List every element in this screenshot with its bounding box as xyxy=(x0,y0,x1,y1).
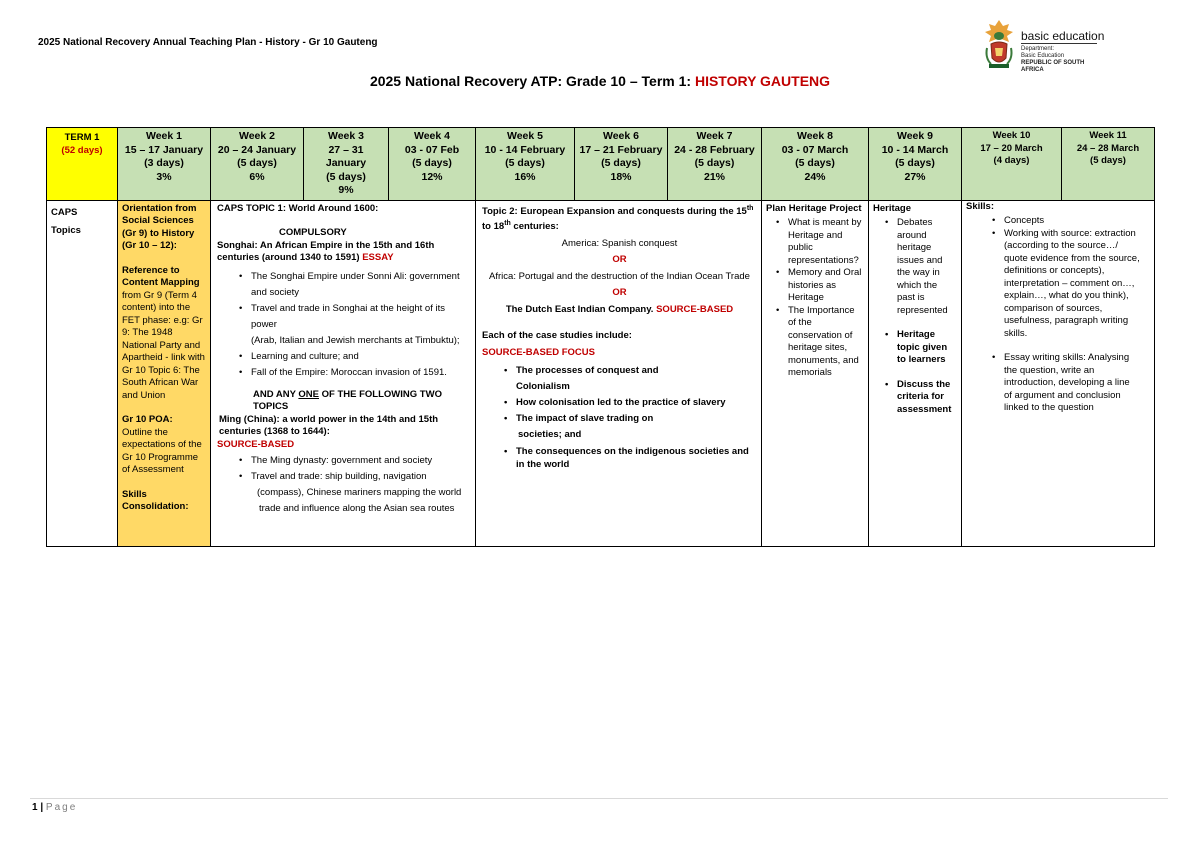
africa-option: Africa: Portugal and the destruction of the Indian Ocean Trade xyxy=(489,270,750,282)
week-9-header: Week 9 10 - 14 March (5 days) 27% xyxy=(869,128,962,201)
header-row xyxy=(47,128,1155,201)
teaching-plan-table xyxy=(46,127,1155,547)
heritage-cell xyxy=(869,200,962,546)
document-header-title: 2025 National Recovery Annual Teaching Plan - History - Gr 10 Gauteng xyxy=(38,37,378,48)
logo-divider xyxy=(1021,43,1097,44)
list-item: • The processes of conquest and xyxy=(502,363,757,379)
logo-dept-name: Basic Education xyxy=(1021,53,1065,59)
list-item: • Concepts xyxy=(990,215,1140,228)
logo-country: REPUBLIC OF SOUTH AFRICA xyxy=(1021,60,1085,73)
songhai-heading: Songhai: An African Empire in the 15th and 16th centuries (around 1340 to 1591) ESSAY xyxy=(217,239,435,263)
week-1-header: Week 1 15 – 17 January (3 days) 3% xyxy=(118,128,211,201)
list-item: • Travel and trade in Songhai at the height of its power xyxy=(237,301,471,333)
topic-1-cell xyxy=(211,200,476,546)
list-item: • Learning and culture; and xyxy=(237,349,471,365)
logo-brand-text: basic education xyxy=(1021,29,1105,43)
any-one-topic-note: AND ANY ONE OF THE FOLLOWING TWO TOPICS xyxy=(253,388,442,412)
list-item: • What is meant by Heritage and public representations? xyxy=(774,217,864,267)
skills-list xyxy=(966,215,1150,415)
list-item: • The Ming dynasty: government and society xyxy=(237,453,471,469)
orientation-cell: Orientation from Social Sciences (Gr 9) to History (Gr 10 – 12): Reference to Content Mapping from Gr 9 (Term 4 content) into the FET phase: e.g: Gr 9: The 1948 National Party and Apartheid - link with Gr 10 Topic 6: The South African War and Union Gr 10 POA: Outline the expectations of the Gr 10 Programme of Assessment Skills Consolidation: xyxy=(118,200,211,546)
coat-of-arms-icon xyxy=(983,18,1015,72)
week-2-header: Week 2 20 – 24 January (5 days) 6% xyxy=(211,128,304,201)
list-item: • How colonisation led to the practice of slavery xyxy=(502,395,757,411)
list-item: • Memory and Oral histories as Heritage xyxy=(774,267,864,305)
list-item: • The Importance of the conservation of heritage sites, monuments, and memorials xyxy=(774,305,864,380)
page-footer: 1 | Page xyxy=(32,802,78,813)
week-4-header: Week 4 03 - 07 Feb (5 days) 12% xyxy=(389,128,476,201)
ming-heading: Ming (China): a world power in the 14th and 15th centuries (1368 to 1644): xyxy=(219,413,439,437)
list-item: • Fall of the Empire: Moroccan invasion of 1591. xyxy=(237,365,471,381)
week-3-header: Week 3 27 – 31 January (5 days) 9% xyxy=(304,128,389,201)
list-item: • Essay writing skills: Analysing the question, write an introduction, developing a line of argument and conclusion linked to the question xyxy=(990,352,1140,415)
list-item: • The consequences on the indigenous societies and in the world xyxy=(502,446,757,471)
dutch-option: The Dutch East Indian Company. SOURCE-BASED xyxy=(505,303,734,315)
basic-education-logo xyxy=(983,18,1108,72)
list-item: • The Songhai Empire under Sonni Ali: government xyxy=(237,269,471,285)
heritage-project-heading: Plan Heritage Project xyxy=(766,202,862,214)
week-7-header: Week 7 24 - 28 February (5 days) 21% xyxy=(668,128,762,201)
songhai-list: • The Songhai Empire under Sonni Ali: government and society • Travel and trade in Songhai at the height of its power (Arab, Italian and Jewish merchants at Timbuktu); • Learning and culture; and • Fall of the Empire: Moroccan invasion of 1591. xyxy=(217,269,471,381)
skills-heading: Skills: xyxy=(966,200,994,212)
heritage-project-cell xyxy=(762,200,869,546)
heritage-project-list xyxy=(766,217,864,380)
topic-2-heading: Topic 2: European Expansion and conquests during the 15th to 18th centuries: xyxy=(482,204,754,233)
week-6-header: Week 6 17 – 21 February (5 days) 18% xyxy=(575,128,668,201)
footer-divider xyxy=(30,798,1168,799)
page-title: 2025 National Recovery ATP: Grade 10 – Term 1: HISTORY GAUTENG xyxy=(369,73,831,89)
week-8-header: Week 8 03 - 07 March (5 days) 24% xyxy=(762,128,869,201)
topic-1-heading: CAPS TOPIC 1: World Around 1600: xyxy=(217,202,379,214)
or-label-2: OR xyxy=(612,287,627,299)
list-item: • Working with source: extraction (according to the source…/ quote evidence from the source, definitions or concepts), interpretation – comment on…, explain…, what do you think), comparison of sources, usefulness, paragraph writing skills. xyxy=(990,228,1140,341)
caps-topics-cell: CAPS Topics xyxy=(47,200,118,546)
logo-dept-label: Department: xyxy=(1021,46,1055,52)
week-11-header: Week 11 24 – 28 March (5 days) xyxy=(1062,128,1155,201)
ming-list: • The Ming dynasty: government and society • Travel and trade: ship building, navigation (compass), Chinese mariners mapping the world trade and influence along the Asian sea routes xyxy=(217,453,471,517)
skills-cell xyxy=(962,200,1155,546)
source-based-focus: SOURCE-BASED FOCUS xyxy=(482,346,595,358)
topic-2-cell xyxy=(476,200,762,546)
case-studies-label: Each of the case studies include: xyxy=(482,330,632,342)
compulsory-label: COMPULSORY xyxy=(279,227,347,238)
page-title-highlight: HISTORY GAUTENG xyxy=(694,73,831,89)
list-item: • Travel and trade: ship building, navigation xyxy=(237,469,471,485)
list-item: • Discuss the criteria for assessment xyxy=(883,379,957,417)
week-5-header: Week 5 10 - 14 February (5 days) 16% xyxy=(476,128,575,201)
list-item: • The impact of slave trading on xyxy=(502,411,757,427)
list-item: • Heritage topic given to learners xyxy=(883,329,957,367)
list-item: • Debates around heritage issues and the way in which the past is represented xyxy=(883,217,957,317)
or-label-1: OR xyxy=(612,254,627,266)
term-cell: TERM 1 (52 days) xyxy=(47,128,118,201)
ming-source-based: SOURCE-BASED xyxy=(217,438,295,450)
week-10-header: Week 10 17 – 20 March (4 days) xyxy=(962,128,1062,201)
topic-2-list: • The processes of conquest and Colonialism • How colonisation led to the practice of slavery • The impact of slave trading on societies; and • The consequences on the indigenous societies and in the world xyxy=(482,363,757,471)
heritage-list xyxy=(873,217,957,416)
heritage-heading: Heritage xyxy=(873,202,912,214)
content-row xyxy=(47,200,1155,546)
america-option: America: Spanish conquest xyxy=(561,237,678,249)
